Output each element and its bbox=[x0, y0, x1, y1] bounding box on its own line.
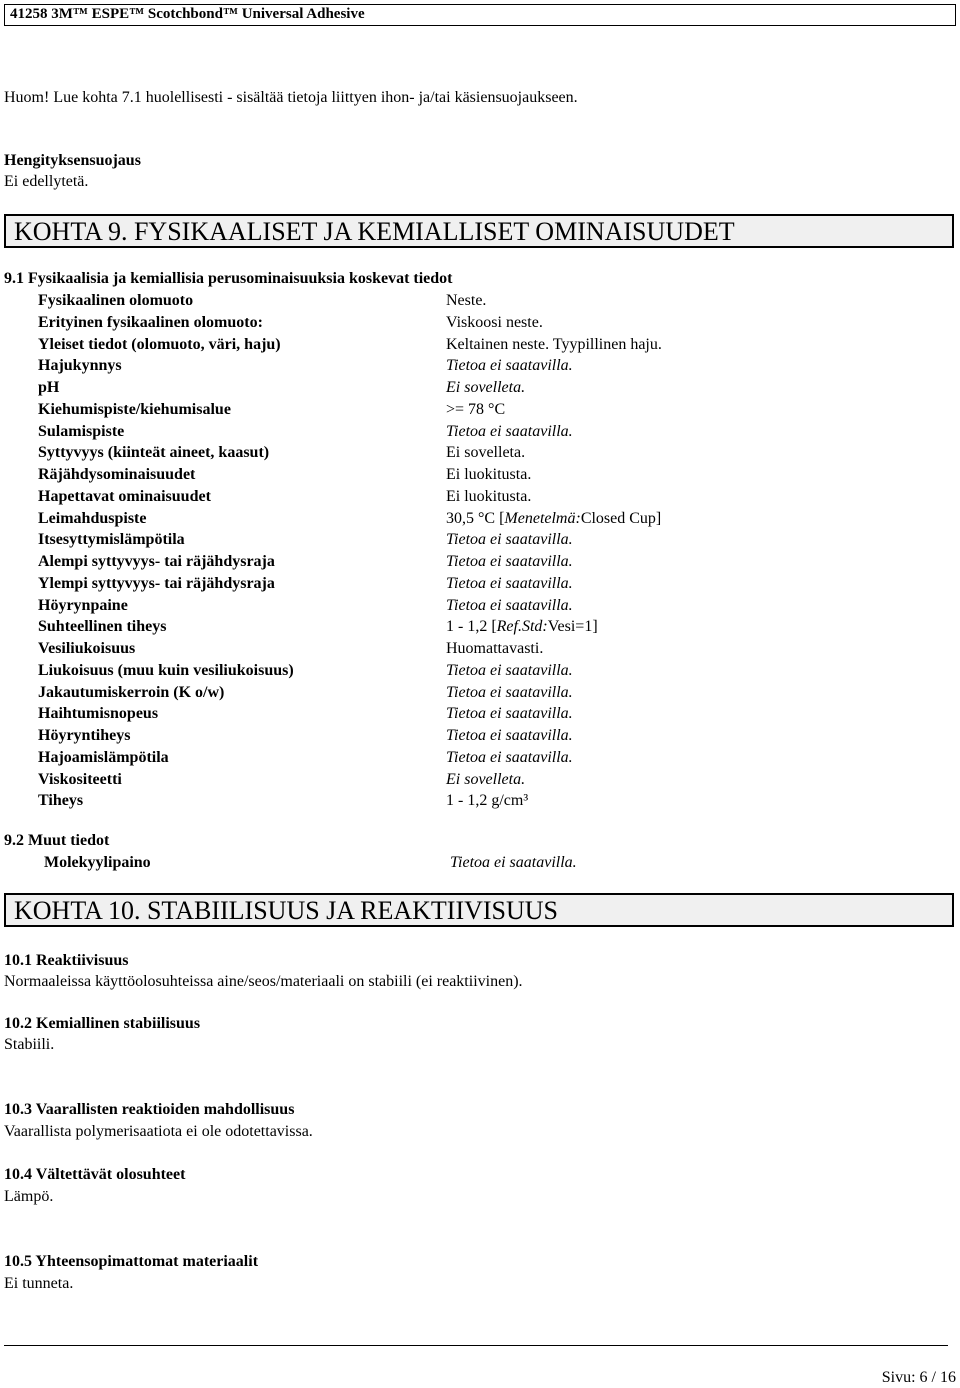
item-10-4-heading: 10.4 Vältettävät olosuhteet bbox=[4, 1166, 186, 1183]
property-value: Tietoa ei saatavilla. bbox=[446, 357, 573, 375]
property-value: Ei sovelleta. bbox=[446, 770, 526, 788]
molecular-weight-label: Molekyylipaino bbox=[44, 854, 151, 871]
property-value: Tietoa ei saatavilla. bbox=[446, 531, 573, 549]
property-label: Tiheys bbox=[38, 792, 84, 810]
property-value bbox=[446, 509, 661, 529]
respiratory-heading: Hengityksensuojaus bbox=[4, 152, 141, 169]
item-10-1-heading: 10.1 Reaktiivisuus bbox=[4, 952, 129, 969]
item-10-3-text: Vaarallista polymerisaatiota ei ole odotettavissa. bbox=[4, 1123, 313, 1140]
property-value: Tietoa ei saatavilla. bbox=[446, 683, 573, 701]
item-10-1-text: Normaaleissa käyttöolosuhteissa aine/seos/materiaali on stabiili (ei reaktiivinen). bbox=[4, 973, 523, 990]
property-value: Tietoa ei saatavilla. bbox=[446, 553, 573, 570]
property-value: Neste. bbox=[446, 292, 487, 309]
property-label: Hapettavat ominaisuudet bbox=[38, 487, 211, 505]
property-label: Ylempi syttyvyys- tai räjähdysraja bbox=[38, 574, 275, 592]
property-value-tail: Vesi=1] bbox=[547, 618, 598, 636]
property-label: Viskositeetti bbox=[38, 770, 122, 788]
property-label: Vesiliukoisuus bbox=[38, 640, 136, 657]
item-10-5-text: Ei tunneta. bbox=[4, 1275, 74, 1292]
property-label: Kiehumispiste/kiehumisalue bbox=[38, 400, 231, 418]
property-label: Erityinen fysikaalinen olomuoto: bbox=[38, 313, 263, 331]
intro-note: Huom! Lue kohta 7.1 huolellisesti - sisältää tietoja liittyen ihon- ja/tai käsiensuojaukseen. bbox=[4, 89, 578, 106]
property-value-method: Ref.Std: bbox=[496, 618, 548, 636]
property-label: Liukoisuus (muu kuin vesiliukoisuus) bbox=[38, 661, 294, 679]
property-label: Itsesyttymislämpötila bbox=[38, 531, 185, 549]
property-value-tail: Closed Cup] bbox=[580, 509, 662, 527]
item-10-3-heading: 10.3 Vaarallisten reaktioiden mahdollisuus bbox=[4, 1101, 295, 1118]
property-label: Räjähdysominaisuudet bbox=[38, 466, 196, 483]
property-label: Yleiset tiedot (olomuoto, väri, haju) bbox=[38, 335, 281, 353]
property-label: Höyrynpaine bbox=[38, 596, 128, 614]
property-value: Ei luokitusta. bbox=[446, 466, 532, 483]
property-label: Höyryntiheys bbox=[38, 727, 131, 744]
page-number: Sivu: 6 / 16 bbox=[881, 1369, 956, 1386]
property-value-text: 30,5 °C [ bbox=[446, 509, 505, 527]
property-value: Ei sovelleta. bbox=[446, 444, 526, 462]
property-value: Keltainen neste. Tyypillinen haju. bbox=[446, 335, 662, 353]
property-value: Viskoosi neste. bbox=[446, 313, 543, 331]
item-10-2-heading: 10.2 Kemiallinen stabiilisuus bbox=[4, 1015, 201, 1032]
property-value: Tietoa ei saatavilla. bbox=[446, 705, 573, 723]
property-value: 1 - 1,2 g/cm³ bbox=[446, 792, 529, 810]
property-value: Huomattavasti. bbox=[446, 640, 544, 657]
property-value: >= 78 °C bbox=[446, 400, 506, 418]
property-label: pH bbox=[38, 379, 60, 396]
property-label: Alempi syttyvyys- tai räjähdysraja bbox=[38, 553, 275, 570]
property-value-method: Menetelmä: bbox=[504, 509, 581, 527]
section-10-header bbox=[4, 893, 954, 927]
item-10-2-text: Stabiili. bbox=[4, 1036, 55, 1053]
respiratory-text: Ei edellytetä. bbox=[4, 173, 89, 190]
item-10-4-text: Lämpö. bbox=[4, 1188, 54, 1205]
property-value: Tietoa ei saatavilla. bbox=[446, 422, 573, 440]
property-label: Sulamispiste bbox=[38, 422, 125, 440]
property-value: Ei luokitusta. bbox=[446, 487, 532, 505]
property-label: Jakautumiskerroin (K o/w) bbox=[38, 683, 225, 701]
property-value-text: 1 - 1,2 [ bbox=[446, 618, 497, 636]
product-title: 41258 3M™ ESPE™ Scotchbond™ Universal Adhesive bbox=[10, 6, 365, 22]
property-label: Suhteellinen tiheys bbox=[38, 618, 167, 636]
property-value bbox=[446, 617, 598, 637]
property-label: Fysikaalinen olomuoto bbox=[38, 292, 194, 309]
property-value: Tietoa ei saatavilla. bbox=[446, 574, 573, 592]
property-value: Tietoa ei saatavilla. bbox=[446, 596, 573, 614]
section-10-title: KOHTA 10. STABIILISUUS JA REAKTIIVISUUS bbox=[14, 896, 559, 925]
section-9-header bbox=[4, 214, 954, 248]
property-label: Leimahduspiste bbox=[38, 509, 147, 527]
property-value: Ei sovelleta. bbox=[446, 379, 526, 396]
property-label: Haihtumisnopeus bbox=[38, 705, 159, 723]
property-label: Hajoamislämpötila bbox=[38, 748, 169, 766]
subsection-9-1-heading: 9.1 Fysikaalisia ja kemiallisia perusominaisuuksia koskevat tiedot bbox=[4, 270, 453, 287]
document-header bbox=[4, 4, 956, 26]
molecular-weight-value: Tietoa ei saatavilla. bbox=[450, 854, 577, 871]
property-value: Tietoa ei saatavilla. bbox=[446, 727, 573, 744]
subsection-9-2-heading: 9.2 Muut tiedot bbox=[4, 832, 110, 849]
property-value: Tietoa ei saatavilla. bbox=[446, 661, 573, 679]
property-label: Syttyvyys (kiinteät aineet, kaasut) bbox=[38, 444, 270, 462]
section-9-title: KOHTA 9. FYSIKAALISET JA KEMIALLISET OMINAISUUDET bbox=[14, 217, 735, 246]
item-10-5-heading: 10.5 Yhteensopimattomat materiaalit bbox=[4, 1253, 259, 1270]
property-label: Hajukynnys bbox=[38, 357, 122, 375]
property-value: Tietoa ei saatavilla. bbox=[446, 748, 573, 766]
footer-divider bbox=[4, 1345, 948, 1346]
